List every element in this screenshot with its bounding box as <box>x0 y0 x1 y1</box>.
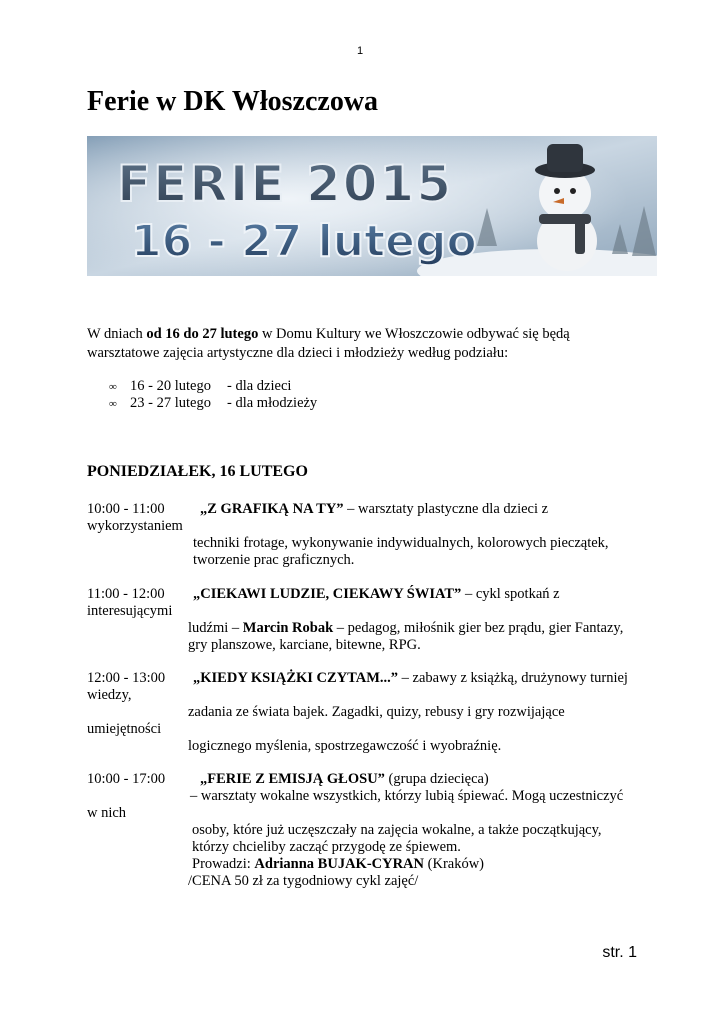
event-line: osoby, które już uczęszczały na zajęcia wokalne, a także początkujący, <box>192 822 602 838</box>
event-title: „KIEDY KSIĄŻKI CZYTAM...” <box>193 670 399 686</box>
list-item-desc: - dla młodzieży <box>227 395 318 411</box>
event-title: „CIEKAWI LUDZIE, CIEKAWY ŚWIAT” <box>193 586 462 602</box>
event-text: ludźmi – <box>188 620 243 636</box>
event-line: logicznego myślenia, spostrzegawczość i wyobraźnię. <box>188 738 502 754</box>
event-wrap: w nich <box>87 805 127 821</box>
event-text: – pedagog, miłośnik gier bez prądu, gier Fantazy, <box>333 620 624 636</box>
event-time: 12:00 - 13:00 <box>87 670 166 686</box>
event-desc: (grupa dziecięca) <box>384 771 489 787</box>
page-number-footer: str. 1 <box>602 944 637 961</box>
event-line: – warsztaty wokalne wszystkich, którzy lubią śpiewać. Mogą uczestniczyć <box>190 788 624 804</box>
list-item-dates: 23 - 27 lutego <box>130 395 211 411</box>
event-line <box>188 620 623 637</box>
event-time: 10:00 - 11:00 <box>87 501 165 517</box>
event-line: techniki frotage, wykonywanie indywidualnych, kolorowych pieczątek, <box>193 535 609 551</box>
presenter-name: Adrianna BUJAK-CYRAN <box>254 856 425 872</box>
event-line: tworzenie prac graficznych. <box>193 552 355 568</box>
event-title: „Z GRAFIKĄ NA TY” <box>200 501 344 517</box>
intro-line-2: warsztatowe zajęcia artystyczne dla dzieci i młodzieży według podziału: <box>87 345 509 361</box>
event-line <box>200 501 548 518</box>
event-wrap: wiedzy, <box>87 687 132 703</box>
event-desc: – warsztaty plastyczne dla dzieci z <box>343 501 549 517</box>
event-text: (Kraków) <box>424 856 485 872</box>
event-desc: – cykl spotkań z <box>461 586 560 602</box>
intro-text: w Domu Kultury we Włoszczowie odbywać się będą <box>258 326 570 342</box>
intro-line-1 <box>87 326 570 343</box>
event-time: 10:00 - 17:00 <box>87 771 166 787</box>
event-wrap: wykorzystaniem <box>87 518 183 534</box>
event-line <box>192 856 484 873</box>
event-text: Prowadzi: <box>192 856 255 872</box>
event-price: /CENA 50 zł za tygodniowy cykl zajęć/ <box>188 873 419 889</box>
page-number-top: 1 <box>357 45 364 57</box>
day-heading: PONIEDZIAŁEK, 16 LUTEGO <box>87 463 308 480</box>
ferie-banner <box>87 136 657 276</box>
infinity-bullet-icon: ∞ <box>109 398 117 410</box>
list-item-dates: 16 - 20 lutego <box>130 378 211 394</box>
infinity-bullet-icon: ∞ <box>109 381 117 393</box>
event-line <box>200 771 489 788</box>
list-item <box>109 395 117 413</box>
page-title: Ferie w DK Włoszczowa <box>87 86 379 117</box>
intro-text: W dniach <box>87 326 147 342</box>
banner-text-dates: 16 - 27 lutego <box>131 216 477 267</box>
event-time: 11:00 - 12:00 <box>87 586 165 602</box>
event-line <box>193 586 560 603</box>
event-line: zadania ze świata bajek. Zagadki, quizy, rebusy i gry rozwijające <box>188 704 565 720</box>
event-line: którzy chcieliby zacząć przygodę ze śpiewem. <box>192 839 461 855</box>
intro-dates: od 16 do 27 lutego <box>146 326 259 342</box>
event-title: „FERIE Z EMISJĄ GŁOSU” <box>200 771 385 787</box>
event-line: gry planszowe, karciane, bitewne, RPG. <box>188 637 421 653</box>
banner-text-ferie: FERIE 2015 <box>117 155 454 213</box>
presenter-name: Marcin Robak <box>242 620 334 636</box>
list-item <box>109 378 117 396</box>
event-wrap: interesującymi <box>87 603 173 619</box>
event-wrap: umiejętności <box>87 721 162 737</box>
event-line <box>193 670 628 687</box>
event-desc: – zabawy z książką, drużynowy turniej <box>398 670 628 686</box>
list-item-desc: - dla dzieci <box>227 378 292 394</box>
